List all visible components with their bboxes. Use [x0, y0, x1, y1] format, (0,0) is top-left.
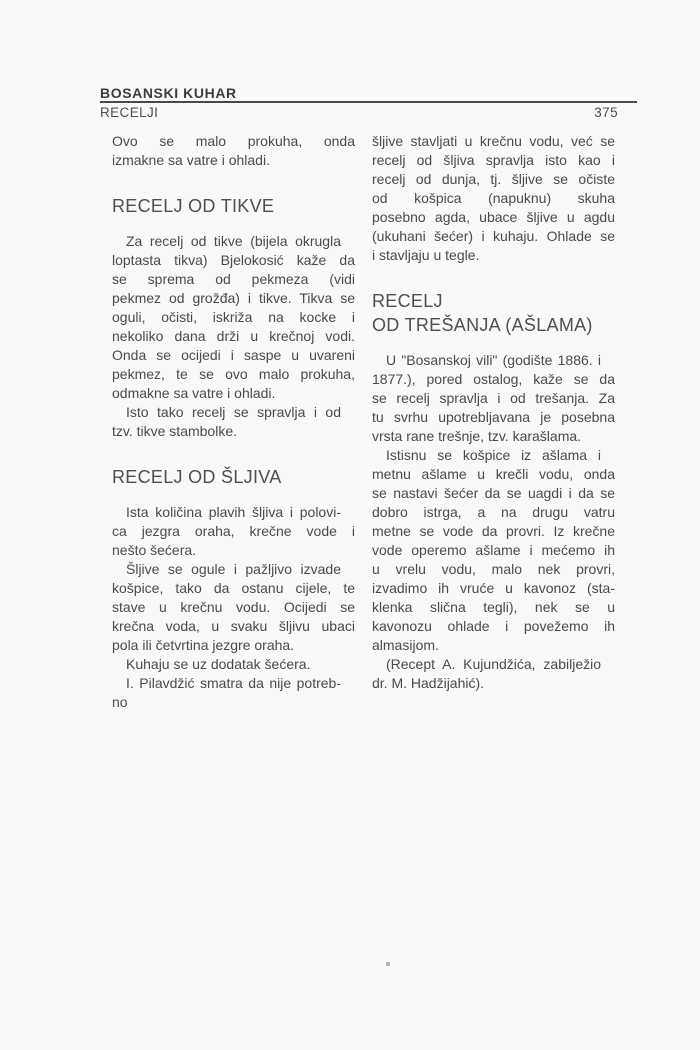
text-line-text: 1877.), pored ostalog, kaže se da: [372, 371, 615, 387]
text-line-text: posebno agda, ubace šljive u agdu: [372, 209, 615, 225]
text-line-text: metnu ašlame u krečli vodu, onda: [372, 466, 615, 482]
paragraph: [372, 446, 615, 655]
text-line-text: dr. M. Hadžijahić).: [372, 675, 485, 691]
text-line: [372, 208, 615, 227]
text-line: [112, 327, 355, 346]
right-column: [372, 132, 615, 693]
text-line-text: recelj od dunja, tj. šljive se očiste: [372, 171, 615, 187]
text-line: [372, 674, 615, 693]
page-number: 375: [594, 105, 618, 120]
text-line-text: vode operemo ašlame i mećemo ih: [372, 542, 615, 558]
text-line: [372, 655, 615, 674]
section-heading: [112, 465, 355, 489]
text-line: [372, 246, 615, 265]
scan-speck: [386, 962, 390, 966]
header-rule: [100, 101, 637, 103]
text-line-text: Za recelj od tikve (bijela okrugla: [126, 233, 341, 249]
text-line-text: oguli, očisti, iskriža na kocke i: [112, 309, 355, 325]
text-line: [372, 427, 615, 446]
paragraph: [112, 403, 355, 441]
paragraph: [372, 132, 615, 265]
text-line-text: tu svrhu upotrebljavana je posebna: [372, 409, 615, 425]
text-line: [372, 541, 615, 560]
text-line-text: stave u krečnu vodu. Ocijedi se: [112, 599, 355, 615]
text-line: [112, 151, 355, 170]
text-line: [112, 308, 355, 327]
text-line-text: I. Pilavdžić smatra da nije potreb-: [126, 675, 341, 691]
text-line-text: ca jezgra oraha, krečne vode i: [112, 523, 355, 539]
text-line-text: izmakne sa vatre i ohladi.: [112, 152, 270, 168]
text-line: [372, 351, 615, 370]
text-line: [112, 560, 355, 579]
text-line-text: klenka slična tegli), nek se u: [372, 599, 615, 615]
paragraph: [372, 655, 615, 693]
heading-line: [112, 194, 355, 218]
text-line: [112, 674, 355, 693]
text-line: [112, 579, 355, 598]
text-line-text: se recelj spravlja i od trešanja. Za: [372, 390, 615, 406]
text-line: [372, 617, 615, 636]
text-line-text: Kuhaju se uz dodatak šećera.: [126, 656, 311, 672]
left-column: [112, 132, 355, 712]
text-line: [372, 389, 615, 408]
paragraph: [112, 655, 355, 674]
text-line-text: u vrelu vodu, malo nek provri,: [372, 561, 615, 577]
header-row: [100, 105, 618, 120]
text-line-text: loptasta tikva) Bjelokosić kaže da: [112, 252, 355, 268]
text-line: [112, 346, 355, 365]
text-line-text: Ista količina plavih šljiva i polovi-: [126, 504, 341, 520]
text-line-text: šljive stavljati u krečnu vodu, već se: [372, 133, 615, 149]
text-line: [112, 365, 355, 384]
text-line: [372, 170, 615, 189]
text-line: [372, 636, 615, 655]
text-line-text: almasijom.: [372, 637, 439, 653]
text-line-text: krečna voda, u svaku šljivu ubaci: [112, 618, 355, 634]
text-line-text: pekmez od grožđa) i tikve. Tikva se: [112, 290, 355, 306]
text-line: [372, 522, 615, 541]
text-line: [372, 579, 615, 598]
section-title: RECELJI: [100, 105, 159, 120]
text-line: [372, 189, 615, 208]
text-line: [112, 693, 355, 712]
text-line-text: izvadimo ih vruće u kavonoz (sta-: [372, 580, 615, 596]
text-line: [372, 408, 615, 427]
text-line-text: odmakne sa vatre i ohladi.: [112, 385, 276, 401]
paragraph: [112, 132, 355, 170]
section-heading: [112, 194, 355, 218]
paragraph: [112, 232, 355, 403]
text-line-text: metne se vode da provri. Iz krečne: [372, 523, 615, 539]
text-line: [112, 132, 355, 151]
text-line-text: i stavljaju u tegle.: [372, 247, 480, 263]
text-line: [112, 232, 355, 251]
text-line: [112, 617, 355, 636]
text-line-text: (Recept A. Kujundžića, zabilježio: [386, 656, 601, 672]
text-line: [372, 227, 615, 246]
heading-line: [372, 313, 615, 337]
text-line-text: Isto tako recelj se spravlja i od: [126, 404, 341, 420]
heading-text: RECELJ: [372, 291, 443, 311]
text-line: [112, 503, 355, 522]
text-line: [112, 522, 355, 541]
text-line-text: od košpica (napuknu) skuha: [372, 190, 615, 206]
text-line: [112, 422, 355, 441]
text-line-text: (ukuhani šećer) i kuhaju. Ohlade se: [372, 228, 615, 244]
text-line: [112, 270, 355, 289]
heading-text: RECELJ OD ŠLJIVA: [112, 467, 282, 487]
text-line: [372, 370, 615, 389]
text-line: [112, 598, 355, 617]
text-line-text: pekmez, te se ovo malo prokuha,: [112, 366, 355, 382]
text-line: [112, 636, 355, 655]
text-line-text: Šljive se ogule i pažljivo izvade: [126, 561, 341, 577]
text-line-text: tzv. tikve stambolke.: [112, 423, 238, 439]
text-line: [112, 289, 355, 308]
text-line-text: Ovo se malo prokuha, onda: [112, 133, 355, 149]
text-line-text: recelj od šljiva spravlja isto kao i: [372, 152, 615, 168]
text-line: [372, 446, 615, 465]
section-heading: [372, 289, 615, 337]
book-title: BOSANSKI KUHAR: [100, 85, 237, 101]
text-line: [372, 503, 615, 522]
paragraph: [112, 503, 355, 560]
text-line-text: pola ili četvrtina jezgre oraha.: [112, 637, 295, 653]
text-line-text: košpice, tako da ostanu cijele, te: [112, 580, 355, 596]
text-line: [372, 598, 615, 617]
heading-line: [372, 289, 615, 313]
paragraph: [112, 560, 355, 655]
text-line: [372, 151, 615, 170]
text-line: [112, 403, 355, 422]
text-line: [112, 251, 355, 270]
text-line-text: nekoliko dana drži u krečnoj vodi.: [112, 328, 355, 344]
text-line-text: nešto šećera.: [112, 542, 197, 558]
text-line: [112, 541, 355, 560]
text-line-text: se sprema od pekmeza (vidi: [112, 271, 355, 287]
text-line-text: U "Bosanskoj vili" (godište 1886. i: [386, 352, 601, 368]
text-line-text: se nastavi šećer da se uagdi i da se: [372, 485, 615, 501]
text-line-text: kavonozu ohlade i povežemo ih: [372, 618, 615, 634]
paragraph: [372, 351, 615, 446]
text-line: [112, 655, 355, 674]
text-line: [372, 132, 615, 151]
text-line-text: dobro istrga, a na drugu vatru: [372, 504, 615, 520]
text-line-text: no: [112, 694, 128, 710]
text-line: [372, 560, 615, 579]
text-line: [372, 484, 615, 503]
heading-text: RECELJ OD TIKVE: [112, 196, 275, 216]
text-line-text: Onda se ocijedi i saspe u uvareni: [112, 347, 355, 363]
heading-text: OD TREŠANJA (AŠLAMA): [372, 315, 593, 335]
text-line: [112, 384, 355, 403]
heading-line: [112, 465, 355, 489]
text-line-text: vrsta rane trešnje, tzv. karašlama.: [372, 428, 582, 444]
text-line-text: Istisnu se košpice iz ašlama i: [386, 447, 601, 463]
paragraph: [112, 674, 355, 712]
text-line: [372, 465, 615, 484]
